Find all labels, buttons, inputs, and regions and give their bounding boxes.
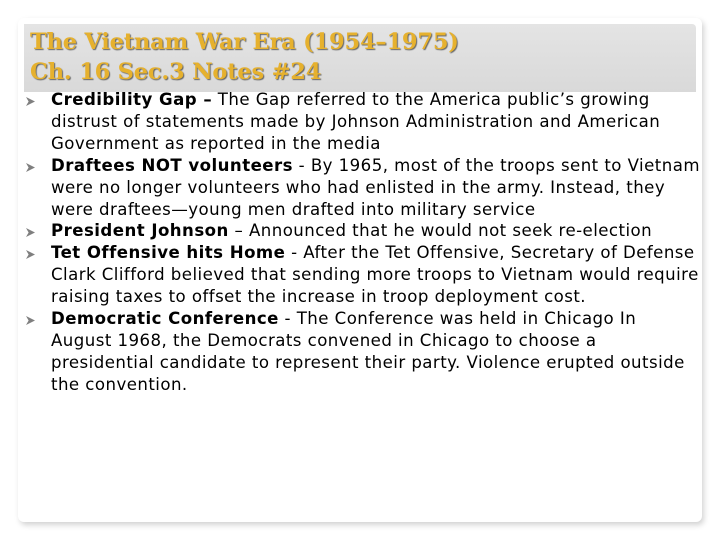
bullet-text xyxy=(51,155,701,221)
arrowhead-bullet-icon xyxy=(26,97,35,106)
bullet-body: – Announced that he would not seek re-election xyxy=(228,221,653,241)
arrowhead-bullet-icon xyxy=(26,250,35,259)
bullet-heading: Credibility Gap – xyxy=(51,90,213,109)
bullet-item xyxy=(30,155,702,221)
bullet-item xyxy=(30,220,702,242)
bullet-body: - The Conference was held in Chicago In August 1968, the Democrats convened in Chicago to choose a presidential candidate to represent their party. Violence erupted outside the convention. xyxy=(51,309,685,394)
bullet-text xyxy=(51,89,701,155)
arrowhead-bullet-icon xyxy=(26,316,35,325)
bullet-heading: Draftees NOT volunteers xyxy=(51,155,293,175)
bullet-body: The Gap referred to the America public’s growing distrust of statements made by Johnson Administration and American Government as reported in the media xyxy=(51,90,661,153)
bullet-item xyxy=(30,308,702,396)
bullet-body: - After the Tet Offensive, Secretary of Defense Clark Clifford believed that sending more troops to Vietnam would require raising taxes to offset the increase in troop deployment cost. xyxy=(51,243,699,307)
title-line-2: Ch. 16 Sec.3 Notes #24 xyxy=(30,59,322,85)
bullet-text xyxy=(51,242,701,308)
bullet-text xyxy=(51,220,701,242)
bullet-heading: President Johnson xyxy=(51,221,229,241)
title-line-1: The Vietnam War Era (1954–1975) xyxy=(30,29,459,55)
slide-title xyxy=(30,27,690,87)
bullet-heading: Democratic Conference xyxy=(51,309,279,329)
bullet-text xyxy=(51,308,701,396)
bullet-body: - By 1965, most of the troops sent to Vietnam were no longer volunteers who had enlisted in the army. Instead, they were draftees—young men drafted into military service xyxy=(51,155,700,219)
bullet-item xyxy=(30,89,702,155)
bullet-list xyxy=(30,89,702,396)
bullet-item xyxy=(30,242,702,308)
arrowhead-bullet-icon xyxy=(26,163,35,172)
bullet-heading: Tet Offensive hits Home xyxy=(51,243,286,263)
arrowhead-bullet-icon xyxy=(26,228,35,237)
